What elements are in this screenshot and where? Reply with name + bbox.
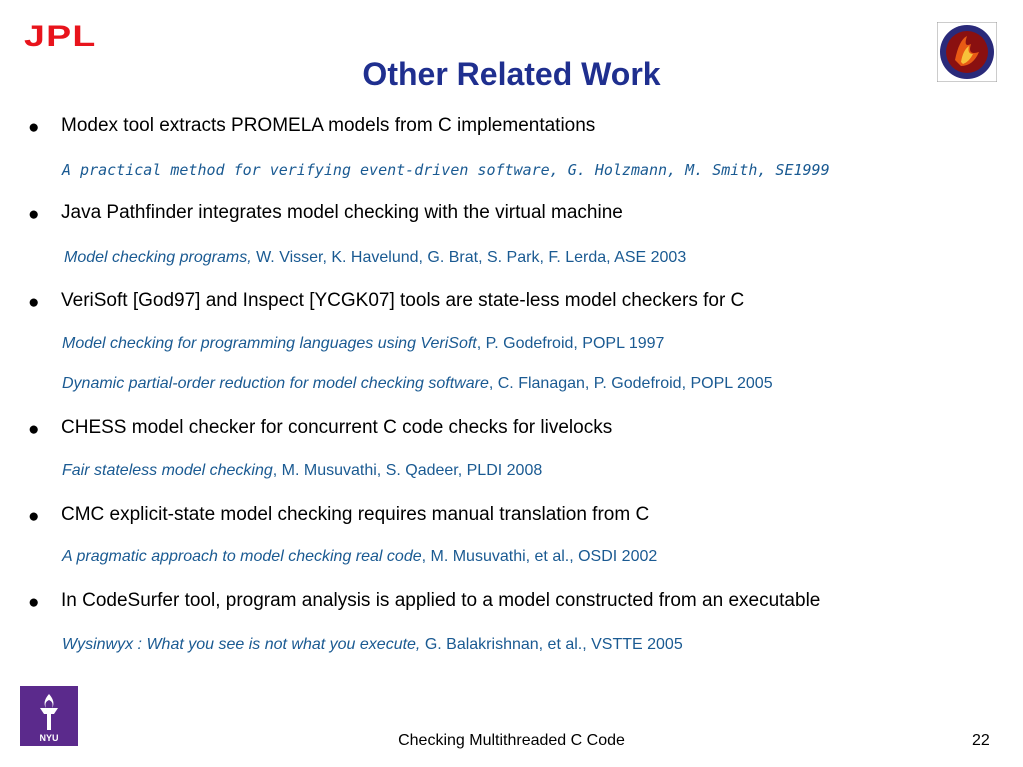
footer-title: Checking Multithreaded C Code bbox=[398, 732, 625, 749]
bullet-item-cmc: CMC explicit-state model checking requires manual translation from C bbox=[61, 504, 650, 525]
bullet-item-java-pathfinder: Java Pathfinder integrates model checking with the virtual machine bbox=[61, 202, 623, 223]
bullet-item-chess: CHESS model checker for concurrent C code checks for livelocks bbox=[61, 417, 613, 438]
bullet-item-verisoft: VeriSoft [God97] and Inspect [YCGK07] tools are state-less model checkers for C bbox=[61, 290, 745, 311]
reference-flanagan: Dynamic partial-order reduction for model checking software, C. Flanagan, P. Godefroid, POPL 2005 bbox=[62, 375, 773, 392]
page-number: 22 bbox=[972, 732, 990, 749]
bullet-item-modex: Modex tool extracts PROMELA models from C implementations bbox=[61, 115, 596, 136]
bullet-dot: ● bbox=[28, 592, 40, 613]
reference-musuvathi-pldi: Fair stateless model checking, M. Musuvathi, S. Qadeer, PLDI 2008 bbox=[62, 462, 543, 479]
bullet-dot: ● bbox=[28, 117, 40, 138]
reference-godefroid-1997: Model checking for programming languages using VeriSoft, P. Godefroid, POPL 1997 bbox=[62, 335, 665, 352]
bullet-dot: ● bbox=[28, 204, 40, 225]
reference-visser: Model checking programs, W. Visser, K. Havelund, G. Brat, S. Park, F. Lerda, ASE 2003 bbox=[64, 249, 687, 266]
bullet-item-codesurfer: In CodeSurfer tool, program analysis is applied to a model constructed from an executable bbox=[61, 590, 821, 611]
reference-musuvathi-osdi: A pragmatic approach to model checking real code, M. Musuvathi, et al., OSDI 2002 bbox=[62, 548, 658, 565]
svg-text:NYU: NYU bbox=[39, 733, 59, 743]
slide-title: Other Related Work bbox=[362, 56, 661, 92]
bullet-dot: ● bbox=[28, 292, 40, 313]
reference-balakrishnan: Wysinwyx : What you see is not what you execute, G. Balakrishnan, et al., VSTTE 2005 bbox=[62, 636, 683, 653]
bullet-dot: ● bbox=[28, 419, 40, 440]
jpl-logo: JPL bbox=[24, 20, 97, 53]
reference-holzmann: A practical method for verifying event-driven software, G. Holzmann, M. Smith, SE1999 bbox=[62, 161, 830, 179]
bullet-dot: ● bbox=[28, 506, 40, 527]
